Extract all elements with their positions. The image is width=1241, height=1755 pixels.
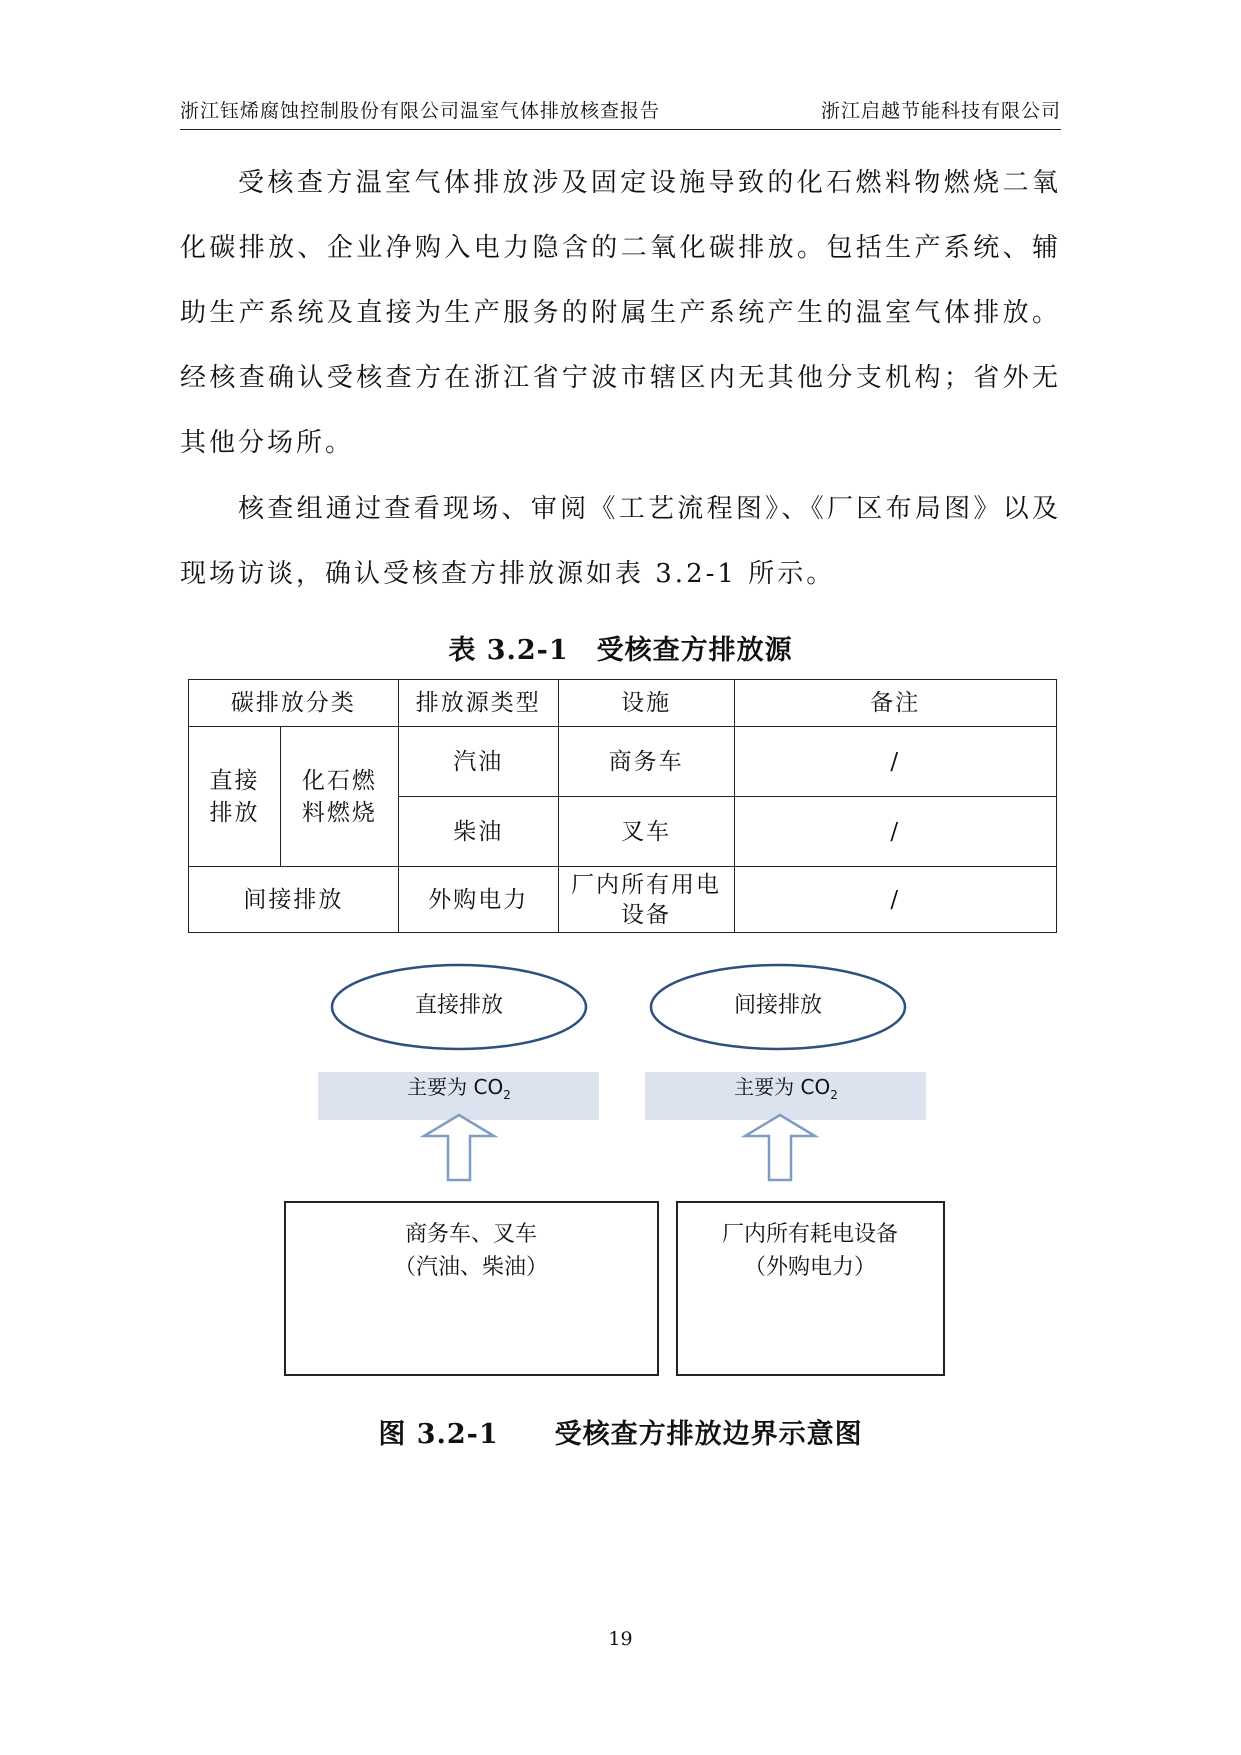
source-type-diesel: 柴油	[398, 797, 558, 867]
table-row	[189, 727, 1057, 797]
note-cell: /	[734, 797, 1056, 867]
header-source-type: 排放源类型	[398, 680, 558, 727]
figure-caption: 图 3.2-1 受核查方排放边界示意图	[378, 1419, 863, 1450]
indirect-co2-label: 主要为 $CO_2$	[734, 1075, 838, 1102]
facility-forklift: 叉车	[558, 797, 734, 867]
direct-co2-label: 主要为 $CO_2$	[407, 1075, 511, 1102]
table-row	[189, 867, 1057, 933]
paragraph-scope: 受核查方温室气体排放涉及固定设施导致的化石燃料物燃烧二氧化碳排放、企业净购入电力隐含的二氧化碳排放。包括生产系统、辅助生产系统及直接为生产服务的附属生产系统产生的温室气体排放。经核查确认受核查方在浙江省宁波市辖区内无其他分支机构；省外无其他分场所。	[180, 168, 1061, 458]
indirect-source-line1: 厂内所有耗电设备	[721, 1222, 899, 1247]
header-note: 备注	[734, 680, 1056, 727]
up-arrow-icon	[424, 1115, 494, 1180]
direct-source-line1: 商务车、叉车	[404, 1222, 538, 1247]
note-cell: /	[734, 867, 1056, 933]
report-header-company: 浙江启越节能科技有限公司	[820, 100, 1061, 122]
page-number: 19	[608, 1628, 633, 1650]
direct-emission-label: 直接排放	[414, 993, 504, 1018]
header-facility: 设施	[558, 680, 734, 727]
header-category: 碳排放分类	[189, 680, 399, 727]
paragraph-method: 核查组通过查看现场、审阅《工艺流程图》、《厂区布局图》以及现场访谈，确认受核查方排放源如表 3.2-1 所示。	[180, 494, 1061, 589]
source-type-gasoline: 汽油	[398, 727, 558, 797]
indirect-emission-cell: 间接排放	[189, 867, 399, 933]
fossil-fuel-cell: 化石燃料燃烧	[280, 727, 398, 867]
direct-source-line2: （汽油、柴油）	[393, 1255, 549, 1280]
direct-emission-cell: 直接排放	[189, 727, 281, 867]
facility-business-car: 商务车	[558, 727, 734, 797]
emission-boundary-diagram	[0, 955, 1241, 1395]
indirect-source-line2: （外购电力）	[743, 1255, 877, 1280]
emission-source-table	[188, 679, 1057, 933]
table-caption: 表 3.2-1 受核查方排放源	[448, 635, 793, 666]
indirect-emission-label: 间接排放	[733, 993, 823, 1018]
note-cell: /	[734, 727, 1056, 797]
facility-all-equipment: 厂内所有用电设备	[558, 867, 734, 933]
header-rule	[180, 129, 1061, 130]
up-arrow-icon	[745, 1115, 815, 1180]
source-type-electricity: 外购电力	[398, 867, 558, 933]
report-header-title: 浙江钰烯腐蚀控制股份有限公司温室气体排放核查报告	[180, 100, 661, 122]
table-header-row	[189, 680, 1057, 727]
